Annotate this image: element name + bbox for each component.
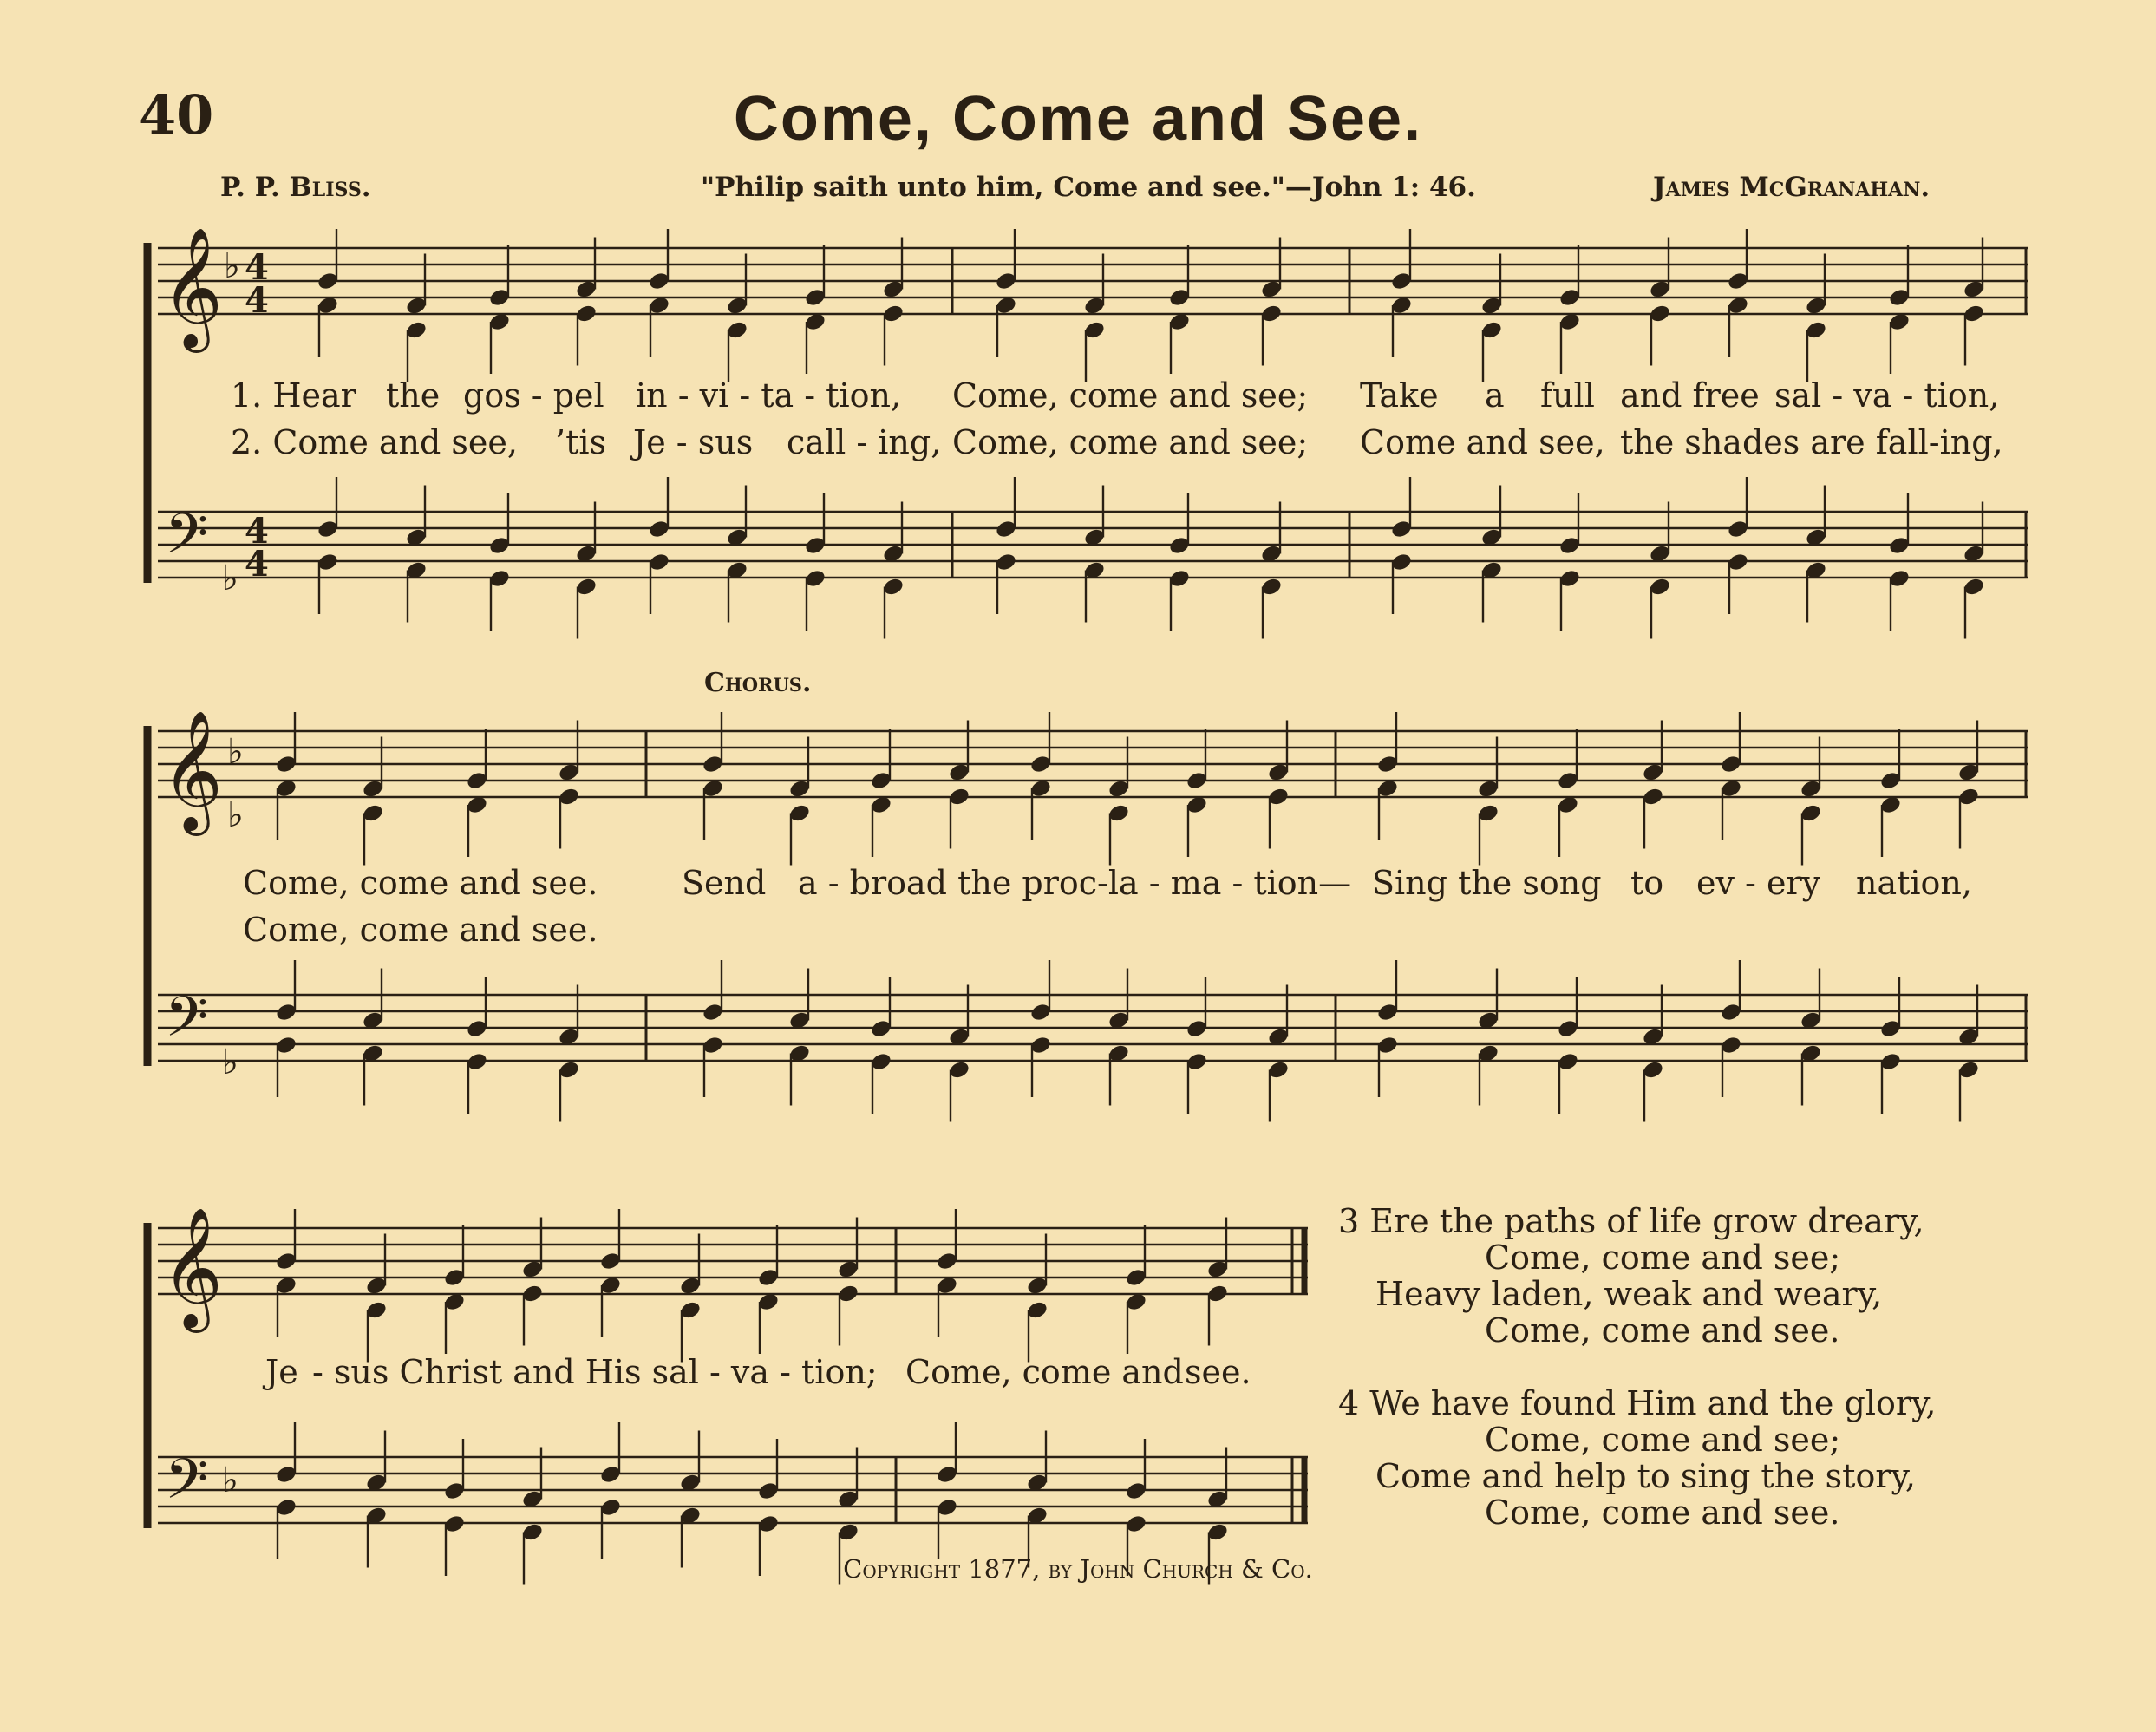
stanza-line: Come, come and see; [1485,1421,1841,1459]
treble-clef-icon: 𝄞 [161,1207,223,1328]
treble-clef-icon: 𝄞 [161,227,223,348]
lyric-syllable: Je [265,1353,298,1391]
lyric-syllable: nation, [1856,864,1972,902]
lyric-syllable: ’tis [555,423,607,461]
svg-text:4: 4 [245,544,269,585]
copyright: Copyright 1877, by John Church & Co. [843,1554,1313,1584]
lyric-syllable: Take [1360,376,1439,415]
lyric-syllable: to [1630,864,1664,902]
bass-clef-icon: 𝄢 [165,1448,209,1526]
stanza-line: Come, come and see; [1485,1239,1841,1277]
svg-text:♭: ♭ [227,795,244,835]
stanza-line: Come, come and see. [1485,1311,1840,1350]
lyric-syllable: Come, come and see. [243,911,598,949]
page-number: 40 [139,83,214,147]
lyric-syllable: - sus Christ and His sal - va - tion; [312,1353,878,1391]
lyric-syllable: ev - ery [1696,864,1821,902]
svg-text:♭: ♭ [222,1461,238,1500]
system2-treble-staff [158,731,2028,797]
lyric-syllable: call - ing, [787,423,942,461]
lyric-syllable: Come and see, [1360,423,1605,461]
lyric-syllable: Come, come and [905,1353,1184,1391]
author-credit: P. P. Bliss. [220,172,371,203]
lyric-syllable: gos - pel [463,376,604,415]
bass-clef-icon: 𝄢 [165,502,209,580]
lyric-syllable: Sing the song [1372,864,1602,902]
svg-text:♭: ♭ [227,732,244,772]
lyric-syllable: in - vi - ta - tion, [636,376,902,415]
lyric-syllable: the [386,376,441,415]
lyric-syllable: full [1540,376,1595,415]
stanza-line: 4 We have found Him and the glory, [1338,1384,1937,1422]
treble-clef-icon: 𝄞 [161,710,223,831]
time-signature [245,247,269,585]
lyric-syllable: 2. Come and see, [231,423,518,461]
svg-text:4: 4 [245,280,269,321]
lyric-syllable: a - broad the proc-la - ma - tion— [798,864,1352,902]
system2-bass-staff [158,995,2028,1061]
lyric-syllable: Come, come and see. [243,864,598,902]
lyric-syllable: Send [682,864,767,902]
chorus-label: Chorus. [704,668,812,698]
lyric-syllable: and free [1620,376,1760,415]
lyric-syllable: a [1485,376,1505,415]
stanza-line: Heavy laden, weak and weary, [1375,1275,1883,1313]
stanza-line: 3 Ere the paths of life grow dreary, [1338,1202,1924,1240]
stanza-line: Come, come and see. [1485,1493,1840,1532]
svg-text:4: 4 [245,511,269,552]
epigraph: "Philip saith unto him, Come and see."—John 1: 46. [701,172,1476,203]
lyric-syllable: the shades are fall-ing, [1620,423,2003,461]
lyric-syllable: Come, come and see; [952,423,1309,461]
svg-text:♭: ♭ [222,1042,238,1082]
lyric-syllable: Je - sus [633,423,754,461]
lyric-syllable: Come, come and see; [952,376,1309,415]
svg-text:♭: ♭ [224,246,240,286]
stanza-line: Come and help to sing the story, [1375,1457,1916,1495]
bass-clef-icon: 𝄢 [165,985,209,1063]
composer-credit: James McGranahan. [1653,172,1931,203]
lyric-syllable: 1. Hear [231,376,356,415]
svg-text:♭: ♭ [222,559,238,598]
lyric-syllable: see. [1185,1353,1251,1391]
page-title: Come, Come and See. [733,84,1423,154]
lyric-syllable: sal - va - tion, [1774,376,2000,415]
svg-text:4: 4 [245,247,269,288]
